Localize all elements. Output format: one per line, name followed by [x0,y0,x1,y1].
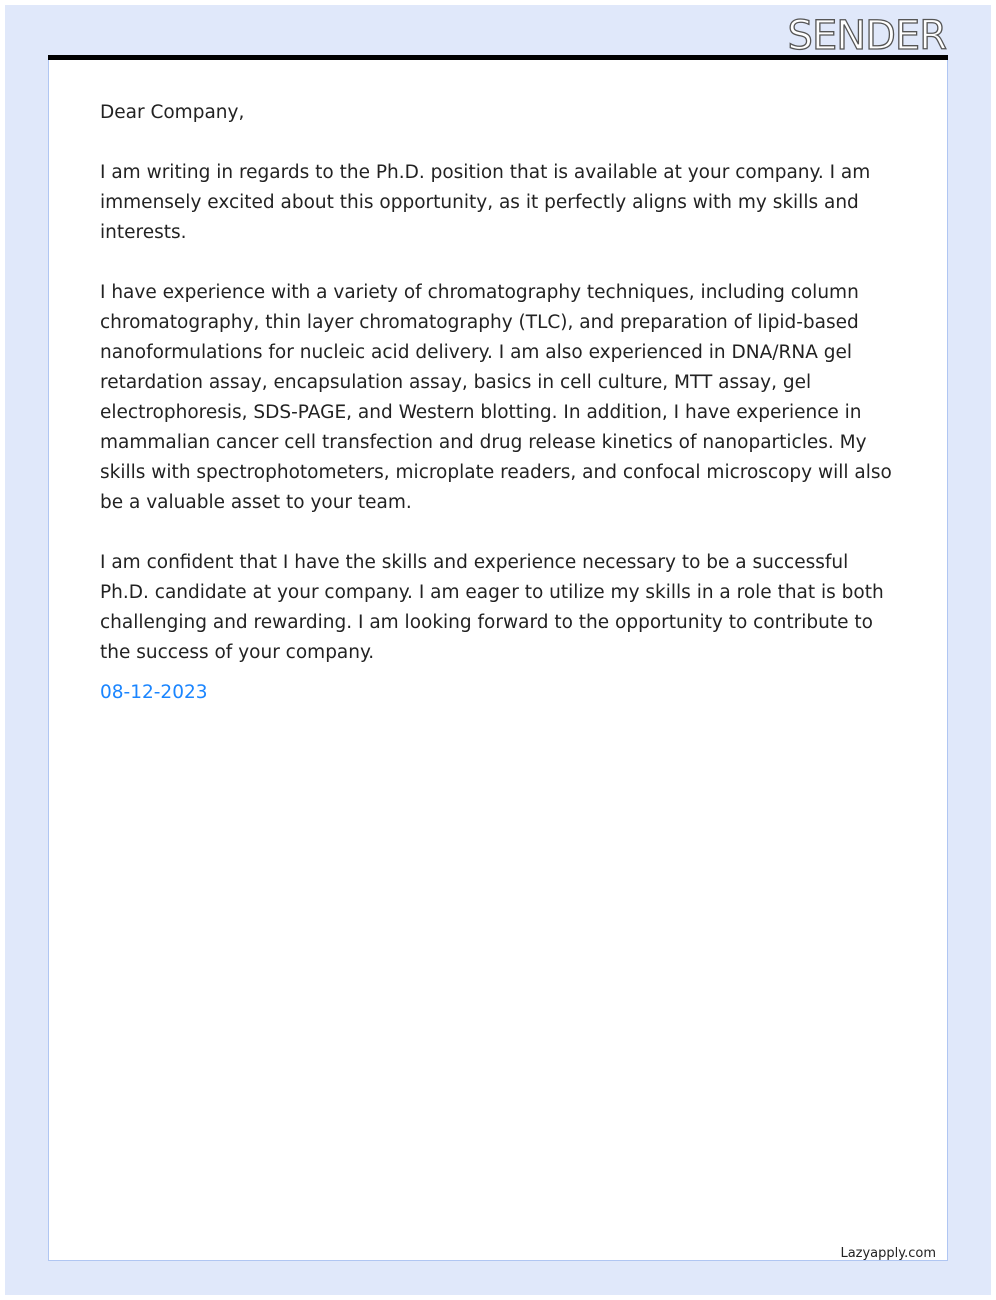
sender-heading: SENDER [787,13,946,59]
footer-brand: Lazyapply.com [840,1246,936,1261]
letter-body [100,98,900,708]
greeting: Dear Company, [100,102,245,123]
paragraph-1: I am writing in regards to the Ph.D. position that is available at your company. I am immensely excited about this opportunity, as it perfectly aligns with my skills and interests. [100,162,871,243]
paragraph-2: I have experience with a variety of chromatography techniques, including column chromatography, thin layer chromatography (TLC), and preparation of lipid-based nanoformulations for nucleic acid delivery. I am also experienced in DNA/RNA gel retardation assay, encapsulation assay, basics in cell culture, MTT assay, gel electrophoresis, SDS-PAGE, and Western blotting. In addition, I have experience in mammalian cancer cell transfection and drug release kinetics of nanoparticles. My skills with spectrophotometers, microplate readers, and confocal microscopy will also be a valuable asset to your team. [100,282,892,513]
paragraph-3: I am confident that I have the skills and experience necessary to be a successful Ph.D. candidate at your company. I am eager to utilize my skills in a role that is both challenging and rewarding. I am looking forward to the opportunity to contribute to the success of your company. [100,552,884,663]
letter-date: 08-12-2023 [100,682,208,703]
